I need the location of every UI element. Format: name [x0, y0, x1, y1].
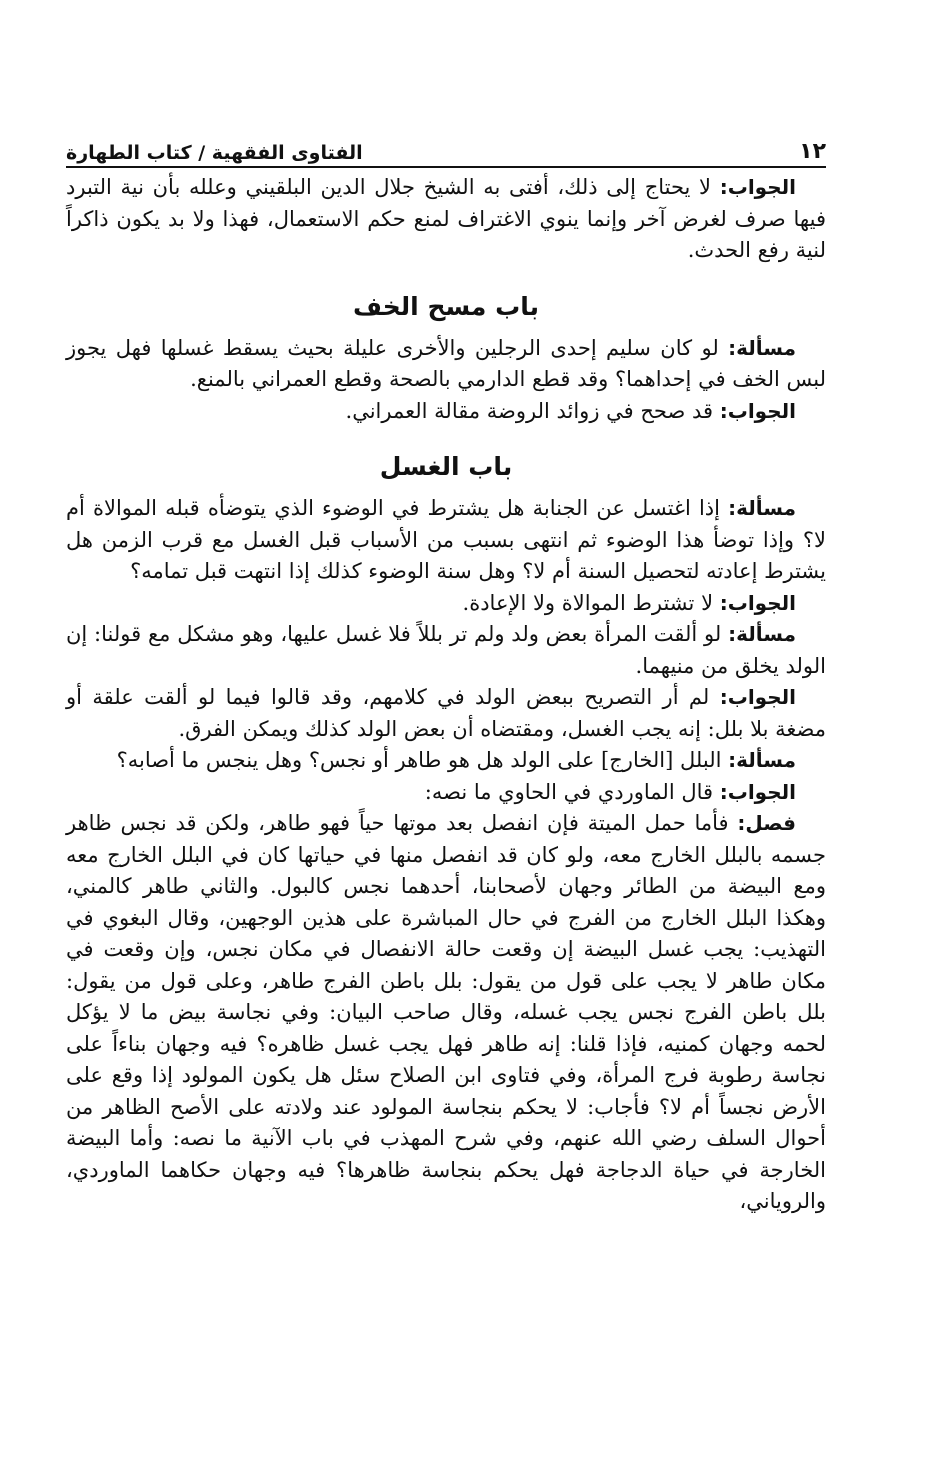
paragraph-text: لو كان سليم إحدى الرجلين والأخرى عليلة بحيث يسقط غسلها فهل يجوز لبس الخف في إحداهما؟ وقد قطع الدارمي بالصحة وقطع العمراني بالمنع.: [66, 335, 826, 391]
chapter-heading-khuff: باب مسح الخف: [353, 291, 539, 321]
paragraph-text: لم أر التصريح ببعض الولد في كلامهم، وقد قالوا فيما لو ألقت علقة أو مضغة بلا بلل: إنه يجب الغسل، ومقتضاه أن بعض الولد كذلك ويمكن الفرق.: [66, 685, 826, 741]
page-content: [66, 172, 826, 1218]
paragraph-text: لا يحتاج إلى ذلك، أفتى به الشيخ جلال الدين البلقيني وعلله بأن نية التبرد فيها صرف لغرض آخر وإنما ينوي الاغتراف لمنع حكم الاستعمال، فهذا ولا بد يكون ذاكراً لنية رفع الحدث.: [66, 175, 826, 262]
answer-paragraph: [66, 172, 826, 267]
question-label: مسألة:: [728, 496, 796, 520]
answer-label: الجواب:: [719, 398, 796, 423]
answer-paragraph: [66, 682, 826, 745]
paragraph-text: البلل [الخارج] على الولد هل هو طاهر أو نجس؟ وهل ينجس ما أصابه؟: [116, 748, 729, 772]
section-label: فصل:: [737, 811, 796, 835]
paragraph-text: فأما حمل الميتة فإن انفصل بعد موتها حياً فهو طاهر، ولكن قد نجس ظاهر جسمه بالبلل الخارج معه، ولو كان قد انفصل منها في حياتها كان في البلل الخارج معه ومع البيضة من الطائر وجهان لأصحابنا، أحدهما نجس كالبول. والثاني طاهر كالمني، وهكذا البلل الخارج من الفرج في حال المباشرة على هذين الوجهين، وقال البغوي في التهذيب: يجب غسل البيضة إن وقعت حالة الانفصال في مكان نجس، وإن وقعت في مكان طاهر لا يجب على قول من يقول: بلل باطن الفرج طاهر، وعلى قول من يقول: بلل باطن الفرج نجس يجب غسله، وقال صاحب البيان: وفي نجاسة بيض ما لا يؤكل لحمه وجهان كمنيه، فإذا قلنا: إنه طاهر فهل يجب غسل ظاهره؟ فيه وجهان بناءاً على نجاسة رطوبة فرج المرأة، وفي فتاوى ابن الصلاح سئل هل يكون المولود إذا وقع على الأرض نجساً أم لا؟ فأجاب: لا يحكم بنجاسة المولود عند ولادته على الأصح الظاهر من أحوال السلف رضي الله عنهم، وفي شرح المهذب في باب الآنية ما نصه: وأما البيضة الخارجة في حياة الدجاجة فهل يحكم بنجاسة ظاهرها؟ فيه وجهان حكاهما الماوردي، والروياني،: [66, 811, 826, 1213]
answer-paragraph: [66, 777, 826, 809]
question-paragraph: [66, 493, 826, 588]
question-label: مسألة:: [728, 335, 796, 360]
question-paragraph: [66, 745, 826, 777]
answer-label: الجواب:: [719, 685, 796, 709]
question-label: مسألة:: [728, 748, 796, 772]
answer-label: الجواب:: [719, 590, 796, 615]
header-rule: [66, 166, 826, 168]
question-paragraph: [66, 333, 826, 396]
answer-paragraph: [66, 396, 826, 428]
answer-paragraph: [66, 588, 826, 620]
running-title: الفتاوى الفقهية / كتاب الطهارة: [66, 142, 363, 164]
paragraph-text: قال الماوردي في الحاوي ما نصه:: [424, 779, 720, 804]
question-paragraph: [66, 619, 826, 682]
page-header: [66, 124, 826, 164]
page-number: ١٢: [799, 139, 826, 164]
paragraph-text: لو ألقت المرأة بعض ولد ولم تر بللاً فلا غسل عليها، وهو مشكل مع قولنا: إن الولد يخلق من منيهما.: [66, 622, 826, 678]
section-paragraph: [66, 808, 826, 1218]
chapter-heading-ghusl: باب الغسل: [379, 452, 513, 481]
answer-label: الجواب:: [719, 779, 796, 804]
paragraph-text: إذا اغتسل عن الجنابة هل يشترط في الوضوء الذي يتوضأه قبله الموالاة أم لا؟ وإذا توضأ هذا الوضوء ثم انتهى بسبب من الأسباب قبل الغسل مع قرب الزمن هل يشترط إعادته لتحصيل السنة أم لا؟ وهل سنة الوضوء كذلك إذا انتهت قبل تمامه؟: [66, 496, 826, 583]
question-label: مسألة:: [728, 622, 796, 646]
paragraph-text: لا تشترط الموالاة ولا الإعادة.: [462, 590, 720, 615]
answer-label: الجواب:: [719, 175, 796, 199]
paragraph-text: قد صحح في زوائد الروضة مقالة العمراني.: [345, 398, 720, 423]
